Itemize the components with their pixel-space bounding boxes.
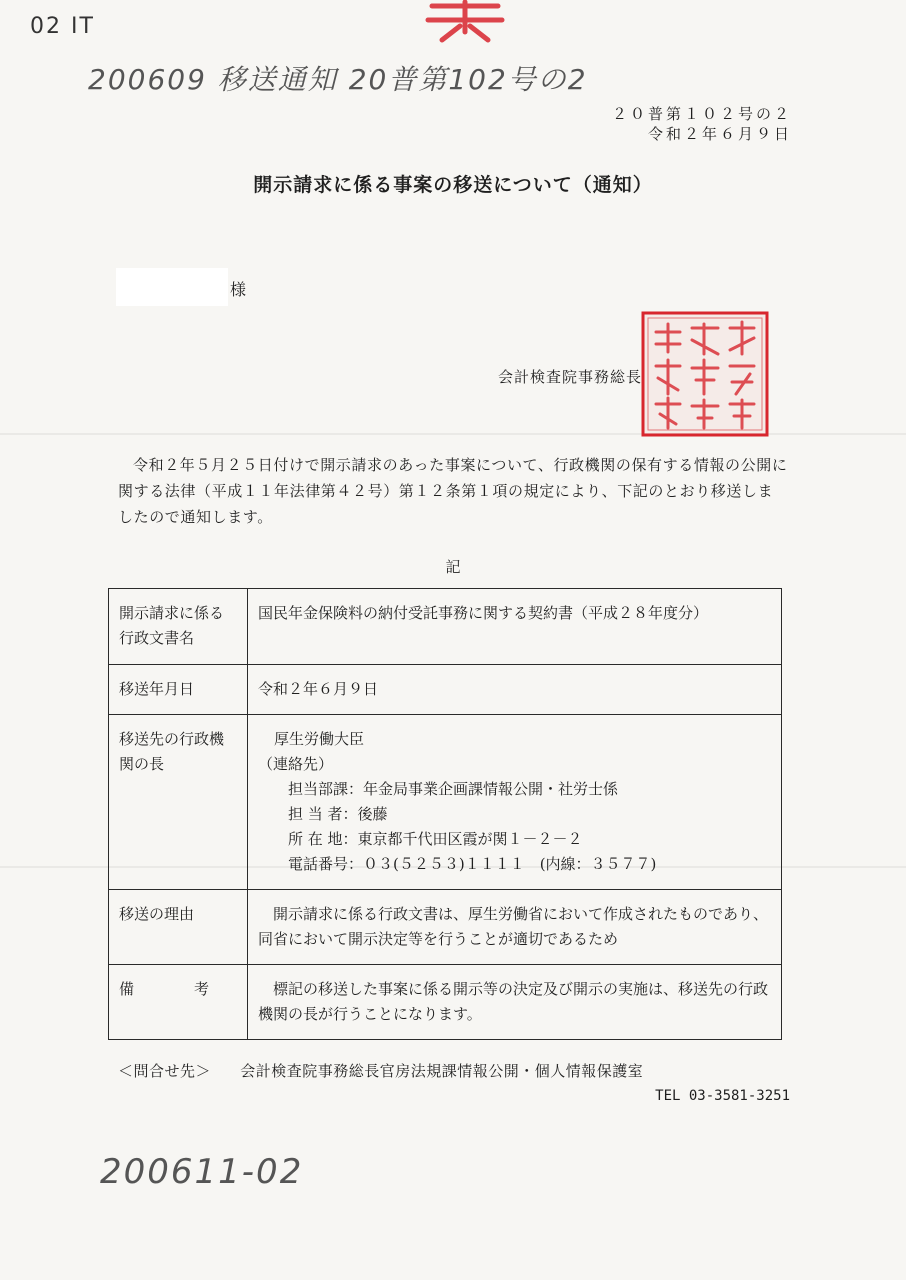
document-reference — [612, 104, 792, 144]
row-label: 移送の理由 — [109, 890, 248, 965]
received-stamp-fragment — [420, 0, 510, 45]
addressee-suffix: 様 — [230, 280, 247, 299]
handwritten-bottom-note: 200611-02 — [100, 1152, 304, 1192]
row-label-line: 行政文書名 — [119, 629, 195, 647]
official-seal — [640, 310, 770, 438]
document-title: 開示請求に係る事案の移送について（通知） — [253, 174, 653, 196]
row-label-char: 備 — [119, 980, 135, 998]
sender-name: 会計検査院事務総長 — [498, 368, 643, 386]
reason-cell: 開示請求に係る行政文書は、厚生労働省において作成されたものであり、同省において開示決定等を行うことが適切であるため — [248, 890, 782, 965]
inquiry-contact — [118, 1060, 643, 1081]
table-row — [109, 589, 782, 665]
contact-heading: （連絡先） — [258, 755, 334, 773]
row-label — [109, 589, 248, 665]
paper-fold-line — [0, 433, 906, 435]
inquiry-label: ＜問合せ先＞ — [118, 1062, 212, 1080]
row-label-line: 関の長 — [119, 755, 165, 773]
contact-person: 担 当 者：後藤 — [288, 805, 388, 823]
reference-number: ２０普第１０２号の２ — [611, 105, 792, 123]
row-label-char: 考 — [193, 980, 209, 998]
table-row — [109, 715, 782, 890]
contact-phone: 電話番号：０３(５２５３)１１１１ (内線：３５７７) — [288, 855, 657, 873]
row-label-line: 開示請求に係る — [119, 604, 225, 622]
document-date: 令和２年６月９日 — [647, 125, 792, 143]
minister-name: 厚生労働大臣 — [274, 730, 365, 748]
document-name-cell: 国民年金保険料の納付受託事務に関する契約書（平成２８年度分） — [248, 589, 782, 665]
table-row — [109, 965, 782, 1040]
transfer-date-cell: 令和２年６月９日 — [248, 665, 782, 715]
remarks-cell: 標記の移送した事案に係る開示等の決定及び開示の実施は、移送先の行政機関の長が行うことになります。 — [248, 965, 782, 1040]
inquiry-phone: TEL 03-3581-3251 — [655, 1088, 790, 1104]
body-paragraph: 令和２年５月２５日付けで開示請求のあった事案について、行政機関の保有する情報の公開に関する法律（平成１１年法律第４２号）第１２条第１項の規定により、下記のとおり移送しましたので通知します。 — [118, 456, 788, 526]
row-label — [109, 965, 248, 1040]
row-label — [109, 715, 248, 890]
handwritten-id: 02 IT — [30, 14, 95, 39]
destination-cell — [248, 715, 782, 890]
handwritten-note: 200609 移送通知 20普第102号の2 — [88, 63, 588, 96]
row-label-line: 移送先の行政機 — [119, 730, 225, 748]
inquiry-office: 会計検査院事務総長官房法規課情報公開・個人情報保護室 — [240, 1062, 644, 1080]
contact-address: 所 在 地：東京都千代田区霞が関１－２－２ — [288, 830, 583, 848]
table-row — [109, 890, 782, 965]
table-row — [109, 665, 782, 715]
ki-heading: 記 — [445, 558, 461, 576]
contact-dept: 担当部課：年金局事業企画課情報公開・社労士係 — [288, 780, 619, 798]
transfer-info-table — [108, 588, 782, 1040]
row-label: 移送年月日 — [109, 665, 248, 715]
redacted-name-box — [116, 268, 228, 306]
